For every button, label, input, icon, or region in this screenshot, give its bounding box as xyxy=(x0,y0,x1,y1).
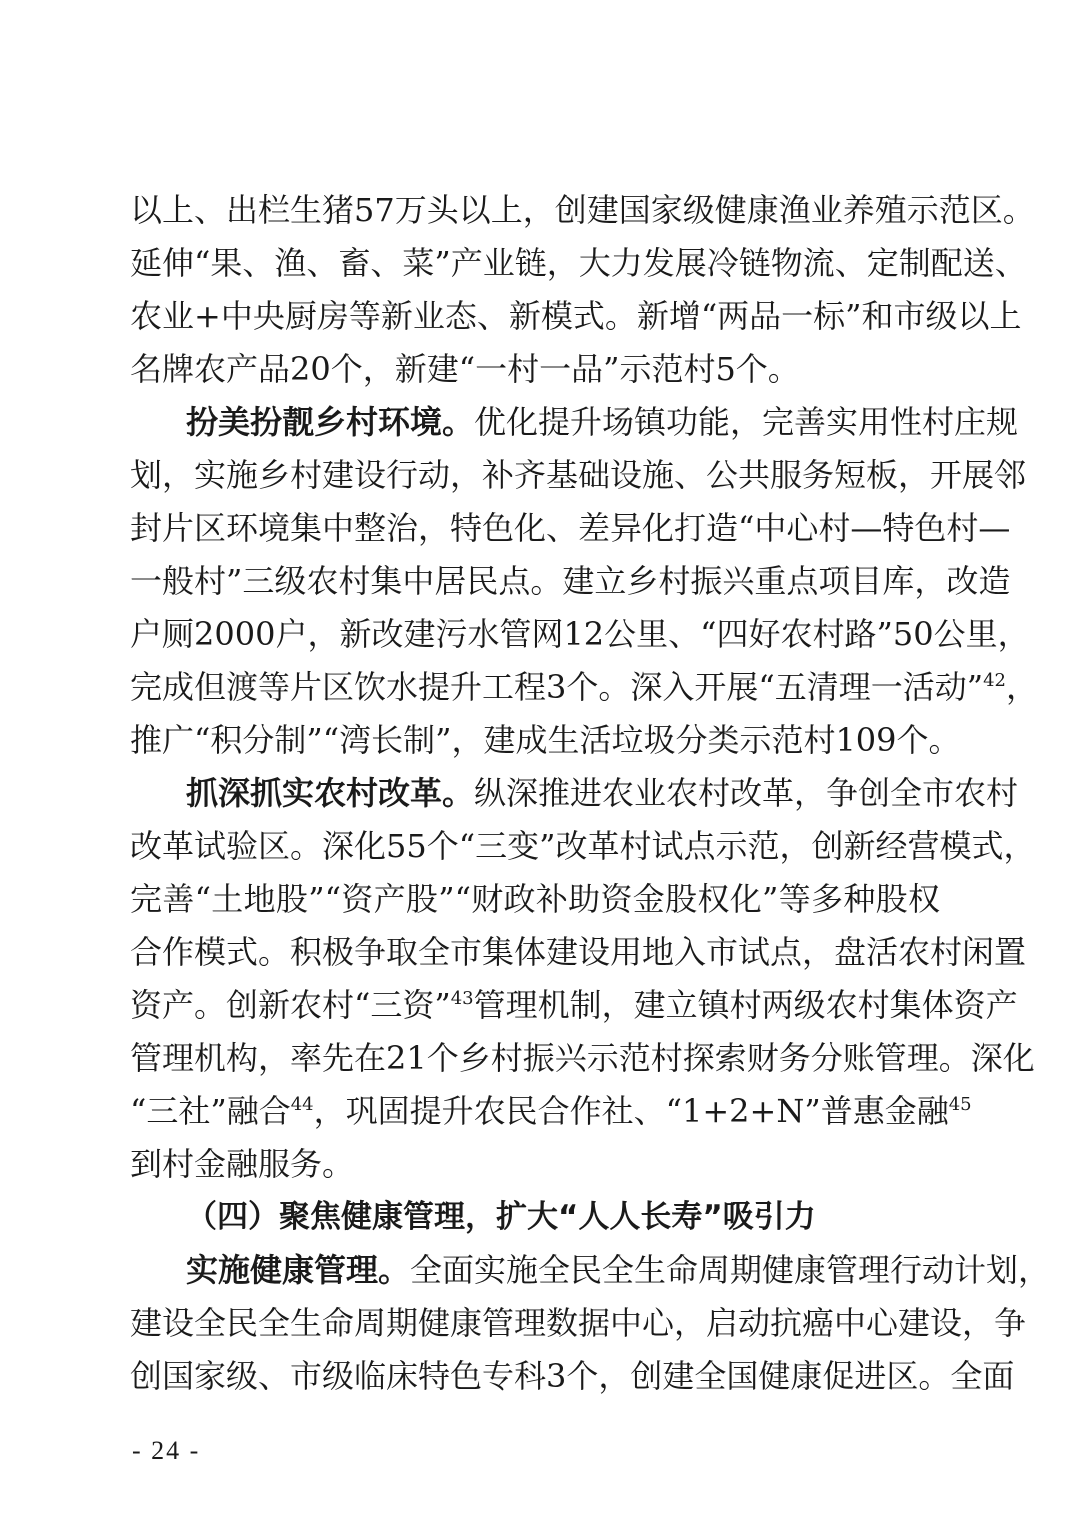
page-number: - 24 - xyxy=(132,1436,201,1465)
text-segment: ，巩固提升农民合作社、“1+2+N”普惠金融 xyxy=(313,1092,949,1130)
footnote-marker: 42 xyxy=(983,670,1006,691)
paragraph-environment-first-line xyxy=(130,396,1019,449)
text-line: 一般村”三级农村集中居民点。建立乡村振兴重点项目库，改造 xyxy=(130,562,1011,600)
paragraph-reform-first-line xyxy=(130,767,1019,820)
text-segment: 管理机制，建立镇村两级农村集体资产 xyxy=(473,986,1018,1024)
text-line: 推广“积分制”“湾长制”，建成生活垃圾分类示范村109个。 xyxy=(130,721,961,759)
text-segment: 完成但渡等片区饮水提升工程3个。深入开展“五清理一活动” xyxy=(130,668,984,706)
text-line: 以上、出栏生猪57万头以上，创建国家级健康渔业养殖示范区。 xyxy=(130,191,1035,229)
text-segment: 优化提升场镇功能，完善实用性村庄规 xyxy=(474,403,1019,441)
text-line: 农业+中央厨房等新业态、新模式。新增“两品一标”和市级以上 xyxy=(130,297,1022,335)
text-line: 名牌农产品20个，新建“一村一品”示范村5个。 xyxy=(130,350,800,388)
paragraph-lead: 抓深抓实农村改革。 xyxy=(186,774,475,812)
text-segment: 资产。创新农村“三资” xyxy=(130,986,451,1024)
text-line xyxy=(130,979,1018,1032)
text-line: 到村金融服务。 xyxy=(130,1145,355,1183)
text-line xyxy=(130,661,1039,714)
footnote-marker: 44 xyxy=(290,1094,314,1115)
text-line: 延伸“果、渔、畜、菜”产业链，大力发展冷链物流、定制配送、 xyxy=(130,244,1027,282)
text-line: 管理机构，率先在21个乡村振兴示范村探索财务分账管理。深化 xyxy=(130,1039,1035,1077)
text-line: 户厕2000户，新改建污水管网12公里、“四好农村路”50公里， xyxy=(130,615,1030,653)
footnote-marker: 45 xyxy=(948,1094,972,1115)
text-line: 创国家级、市级临床特色专科3个，创建全国健康促进区。全面 xyxy=(130,1357,1015,1395)
document-body xyxy=(130,184,1051,1403)
text-line xyxy=(130,1085,972,1138)
text-line: 建设全民全生命周期健康管理数据中心，启动抗癌中心建设，争 xyxy=(130,1304,1027,1342)
text-line: 合作模式。积极争取全市集体建设用地入市试点，盘活农村闲置 xyxy=(130,933,1027,971)
text-segment: 全面实施全民全生命周期健康管理行动计划， xyxy=(410,1251,1051,1289)
text-line: 改革试验区。深化55个“三变”改革村试点示范，创新经营模式， xyxy=(130,827,1036,865)
text-segment: “三社”融合 xyxy=(130,1092,291,1130)
section-heading: （四）聚焦健康管理，扩大“人人长寿”吸引力 xyxy=(186,1199,816,1235)
paragraph-lead: 扮美扮靓乡村环境。 xyxy=(186,403,475,441)
footnote-marker: 43 xyxy=(450,988,474,1009)
text-line: 划，实施乡村建设行动，补齐基础设施、公共服务短板，开展邻 xyxy=(130,456,1027,494)
text-line: 完善“土地股”“资产股”“财政补助资金股权化”等多种股权 xyxy=(130,880,940,918)
paragraph-lead: 实施健康管理。 xyxy=(186,1251,411,1289)
paragraph-health-first-line xyxy=(130,1244,1051,1297)
text-line: 封片区环境集中整治，特色化、差异化打造“中心村—特色村— xyxy=(130,509,1011,547)
text-segment: ， xyxy=(1006,668,1039,706)
text-segment: 纵深推进农业农村改革，争创全市农村 xyxy=(474,774,1019,812)
